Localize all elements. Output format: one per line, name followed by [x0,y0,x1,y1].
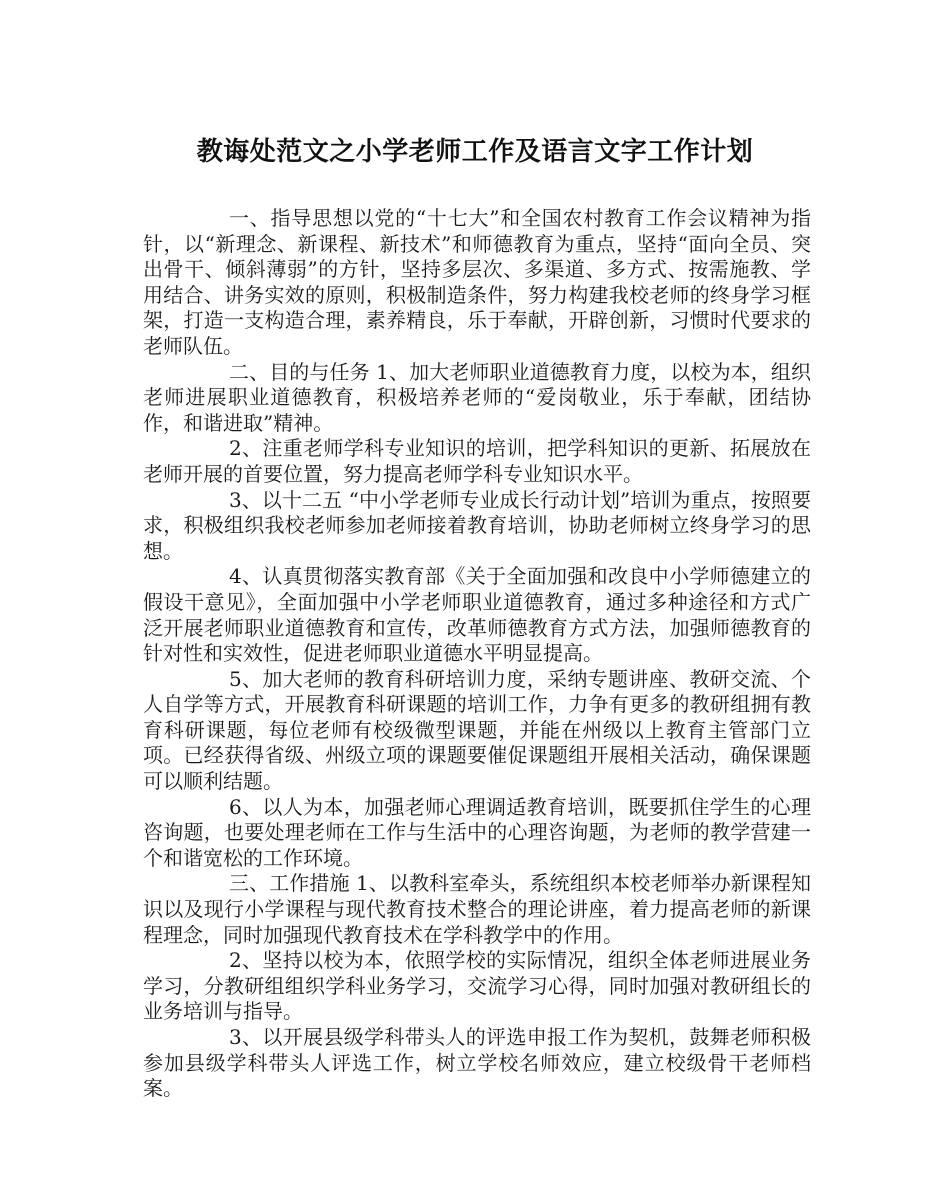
document-body [143,206,811,1102]
paragraph-goals-task-4: 4、认真贯彻落实教育部《关于全面加强和改良中小学师德建立的假设干意见》，全面加强中小学老师职业道德教育，通过多种途径和方式广泛开展老师职业道德教育和宣传，改革师德教育方式方法，加强师德教育的针对性和实效性，促进老师职业道德水平明显提高。 [143,564,811,666]
paragraph-goals-task-1: 二、目的与任务 1、加大老师职业道德教育力度，以校为本，组织老师进展职业道德教育，积极培养老师的“爱岗敬业，乐于奉献，团结协作，和谐进取”精神。 [143,359,811,435]
paragraph-measures-3: 3、以开展县级学科带头人的评选申报工作为契机，鼓舞老师积极参加县级学科带头人评选工作，树立学校名师效应，建立校级骨干老师档案。 [143,1025,811,1101]
paragraph-goals-task-6: 6、以人为本，加强老师心理调适教育培训，既要抓住学生的心理咨询题，也要处理老师在工作与生活中的心理咨询题，为老师的教学营建一个和谐宽松的工作环境。 [143,794,811,870]
paragraph-guiding-ideology: 一、指导思想以党的“十七大”和全国农村教育工作会议精神为指针，以“新理念、新课程、新技术”和师德教育为重点，坚持“面向全员、突出骨干、倾斜薄弱”的方针，坚持多层次、多渠道、多方式、按需施教、学用结合、讲务实效的原则，积极制造条件，努力构建我校老师的终身学习框架，打造一支构造合理，素养精良，乐于奉献，开辟创新，习惯时代要求的老师队伍。 [143,206,811,358]
paragraph-goals-task-3: 3、以十二五 “中小学老师专业成长行动计划”培训为重点，按照要求，积极组织我校老师参加老师接着教育培训，协助老师树立终身学习的思想。 [143,487,811,563]
paragraph-measures-1: 三、工作措施 1、以教科室牵头，系统组织本校老师举办新课程知识以及现行小学课程与现代教育技术整合的理论讲座，着力提高老师的新课程理念，同时加强现代教育技术在学科教学中的作用。 [143,871,811,947]
document-title: 教诲处范文之小学老师工作及语言文字工作计划 [196,137,754,167]
paragraph-goals-task-5: 5、加大老师的教育科研培训力度，采纳专题讲座、教研交流、个人自学等方式，开展教育科研课题的培训工作，力争有更多的教研组拥有教育科研课题，每位老师有校级微型课题，并能在州级以上教育主管部门立项。已经获得省级、州级立项的课题要催促课题组开展相关活动，确保课题可以顺利结题。 [143,666,811,794]
paragraph-measures-2: 2、坚持以校为本，依照学校的实际情况，组织全体老师进展业务学习，分教研组组织学科业务学习，交流学习心得，同时加强对教研组长的业务培训与指导。 [143,948,811,1024]
paragraph-goals-task-2: 2、注重老师学科专业知识的培训，把学科知识的更新、拓展放在老师开展的首要位置，努力提高老师学科专业知识水平。 [143,436,811,486]
